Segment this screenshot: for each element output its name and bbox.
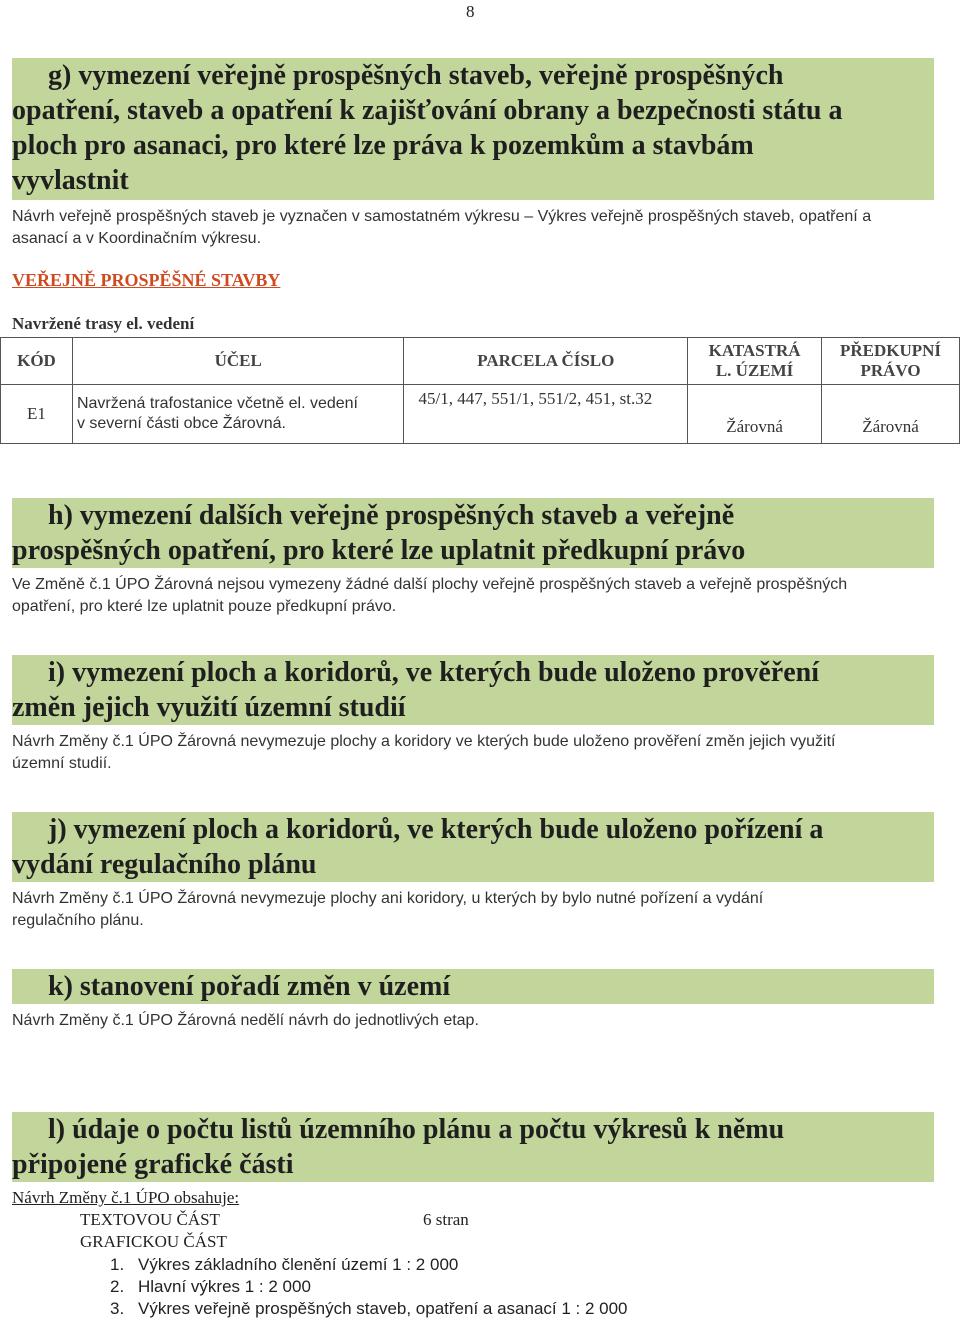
text-part-count: 6 stran — [423, 1210, 469, 1229]
section-h-heading — [12, 498, 934, 568]
cell-katastr: Žárovná — [688, 385, 822, 444]
section-i-heading — [12, 655, 934, 725]
cell-ucel-line: Navržená trafostanice včetně el. vedení — [76, 395, 358, 412]
heading-line: změn jejich využití územní studií — [12, 692, 406, 723]
table-header-row — [1, 338, 960, 385]
heading-line: prospěšných opatření, pro které lze uplatnit předkupní právo — [12, 535, 746, 566]
heading-line: g) vymezení veřejně prospěšných staveb, veřejně prospěšných — [48, 60, 784, 91]
heading-line: ploch pro asanaci, pro které lze práva k pozemkům a stavbám — [12, 130, 754, 161]
section-k-paragraph — [12, 1010, 934, 1032]
paragraph-line: Ve Změně č.1 ÚPO Žárovná nejsou vymezeny žádné další plochy veřejně prospěšných staveb a veřejně prospěšných — [12, 576, 848, 593]
header-kod: KÓD — [1, 338, 73, 385]
list-item-title: Výkres základního členění území 1 : 2 000 — [138, 1255, 459, 1274]
header-katastr — [688, 338, 822, 385]
paragraph-line: Návrh Změny č.1 ÚPO Žárovná nevymezuje plochy a koridory ve kterých bude uloženo prověření změn jejich využití — [12, 733, 836, 750]
section-h-paragraph — [12, 574, 934, 618]
drawing-list — [110, 1254, 628, 1320]
paragraph-line: regulačního plánu. — [12, 912, 144, 929]
cell-parcela: 45/1, 447, 551/1, 551/2, 451, st.32 — [404, 385, 688, 444]
paragraph-line: Návrh Změny č.1 ÚPO Žárovná nevymezuje plochy ani koridory, u kterých by bylo nutné pořízení a vydání — [12, 890, 764, 907]
section-k-heading — [12, 969, 934, 1004]
list-item — [110, 1276, 628, 1298]
heading-line: i) vymezení ploch a koridorů, ve kterých bude uloženo prověření — [48, 657, 819, 688]
paragraph-line: asanací a v Koordinačním výkresu. — [12, 230, 262, 247]
paragraph-line: Návrh veřejně prospěšných staveb je vyznačen v samostatném výkresu – Výkres veřejně prospěšných staveb, opatření a — [12, 208, 872, 225]
public-works-table — [0, 337, 960, 444]
section-l-heading — [12, 1112, 934, 1182]
cell-ucel — [72, 385, 404, 444]
heading-line: opatření, staveb a opatření k zajišťování obrany a bezpečnosti státu a — [12, 95, 843, 126]
list-item-number: 1. — [110, 1255, 125, 1274]
table-row — [1, 385, 960, 444]
header-katastr-line: L. ÚZEMÍ — [715, 361, 794, 380]
list-item-number: 2. — [110, 1277, 125, 1296]
paragraph-line: územní studií. — [12, 755, 112, 772]
section-g-paragraph — [12, 206, 934, 250]
section-j-heading — [12, 812, 934, 882]
header-predkupni — [822, 338, 960, 385]
header-predkupni-line: PŘEDKUPNÍ — [839, 341, 942, 360]
heading-line: k) stanovení pořadí změn v území — [48, 971, 451, 1002]
cell-ucel-line: v severní části obce Žárovná. — [76, 415, 286, 432]
contents-intro: Návrh Změny č.1 ÚPO obsahuje: — [12, 1188, 240, 1207]
section-j-paragraph — [12, 888, 934, 932]
public-works-subheading: VEŘEJNĚ PROSPĚŠNÉ STAVBY — [12, 270, 281, 290]
heading-line: l) údaje o počtu listů územního plánu a počtu výkresů k němu — [48, 1114, 785, 1145]
header-ucel: ÚČEL — [72, 338, 404, 385]
cell-predkupni: Žárovná — [822, 385, 960, 444]
graphic-part-label: GRAFICKOU ČÁST — [80, 1232, 227, 1251]
header-predkupni-line: PRÁVO — [860, 361, 921, 380]
power-lines-label: Navržené trasy el. vedení — [12, 314, 195, 333]
page-number: 8 — [466, 2, 475, 21]
paragraph-line: opatření, pro které lze uplatnit pouze předkupní právo. — [12, 598, 397, 615]
cell-kod: E1 — [1, 385, 73, 444]
paragraph-line: Návrh Změny č.1 ÚPO Žárovná nedělí návrh do jednotlivých etap. — [12, 1012, 479, 1029]
heading-line: h) vymezení dalších veřejně prospěšných staveb a veřejně — [48, 500, 735, 531]
heading-line: j) vymezení ploch a koridorů, ve kterých bude uloženo pořízení a — [48, 814, 824, 845]
text-part-label: TEXTOVOU ČÁST — [80, 1210, 220, 1229]
list-item-title: Hlavní výkres 1 : 2 000 — [138, 1277, 311, 1296]
heading-line: připojené grafické části — [12, 1149, 294, 1180]
header-katastr-line: KATASTRÁ — [708, 341, 801, 360]
list-item-number: 3. — [110, 1299, 125, 1318]
header-parcela: PARCELA ČÍSLO — [404, 338, 688, 385]
heading-line: vyvlastnit — [12, 165, 129, 196]
list-item — [110, 1254, 628, 1276]
section-g-heading — [12, 58, 934, 200]
heading-line: vydání regulačního plánu — [12, 849, 317, 880]
section-i-paragraph — [12, 731, 934, 775]
list-item — [110, 1298, 628, 1320]
list-item-title: Výkres veřejně prospěšných staveb, opatření a asanací 1 : 2 000 — [138, 1299, 628, 1318]
